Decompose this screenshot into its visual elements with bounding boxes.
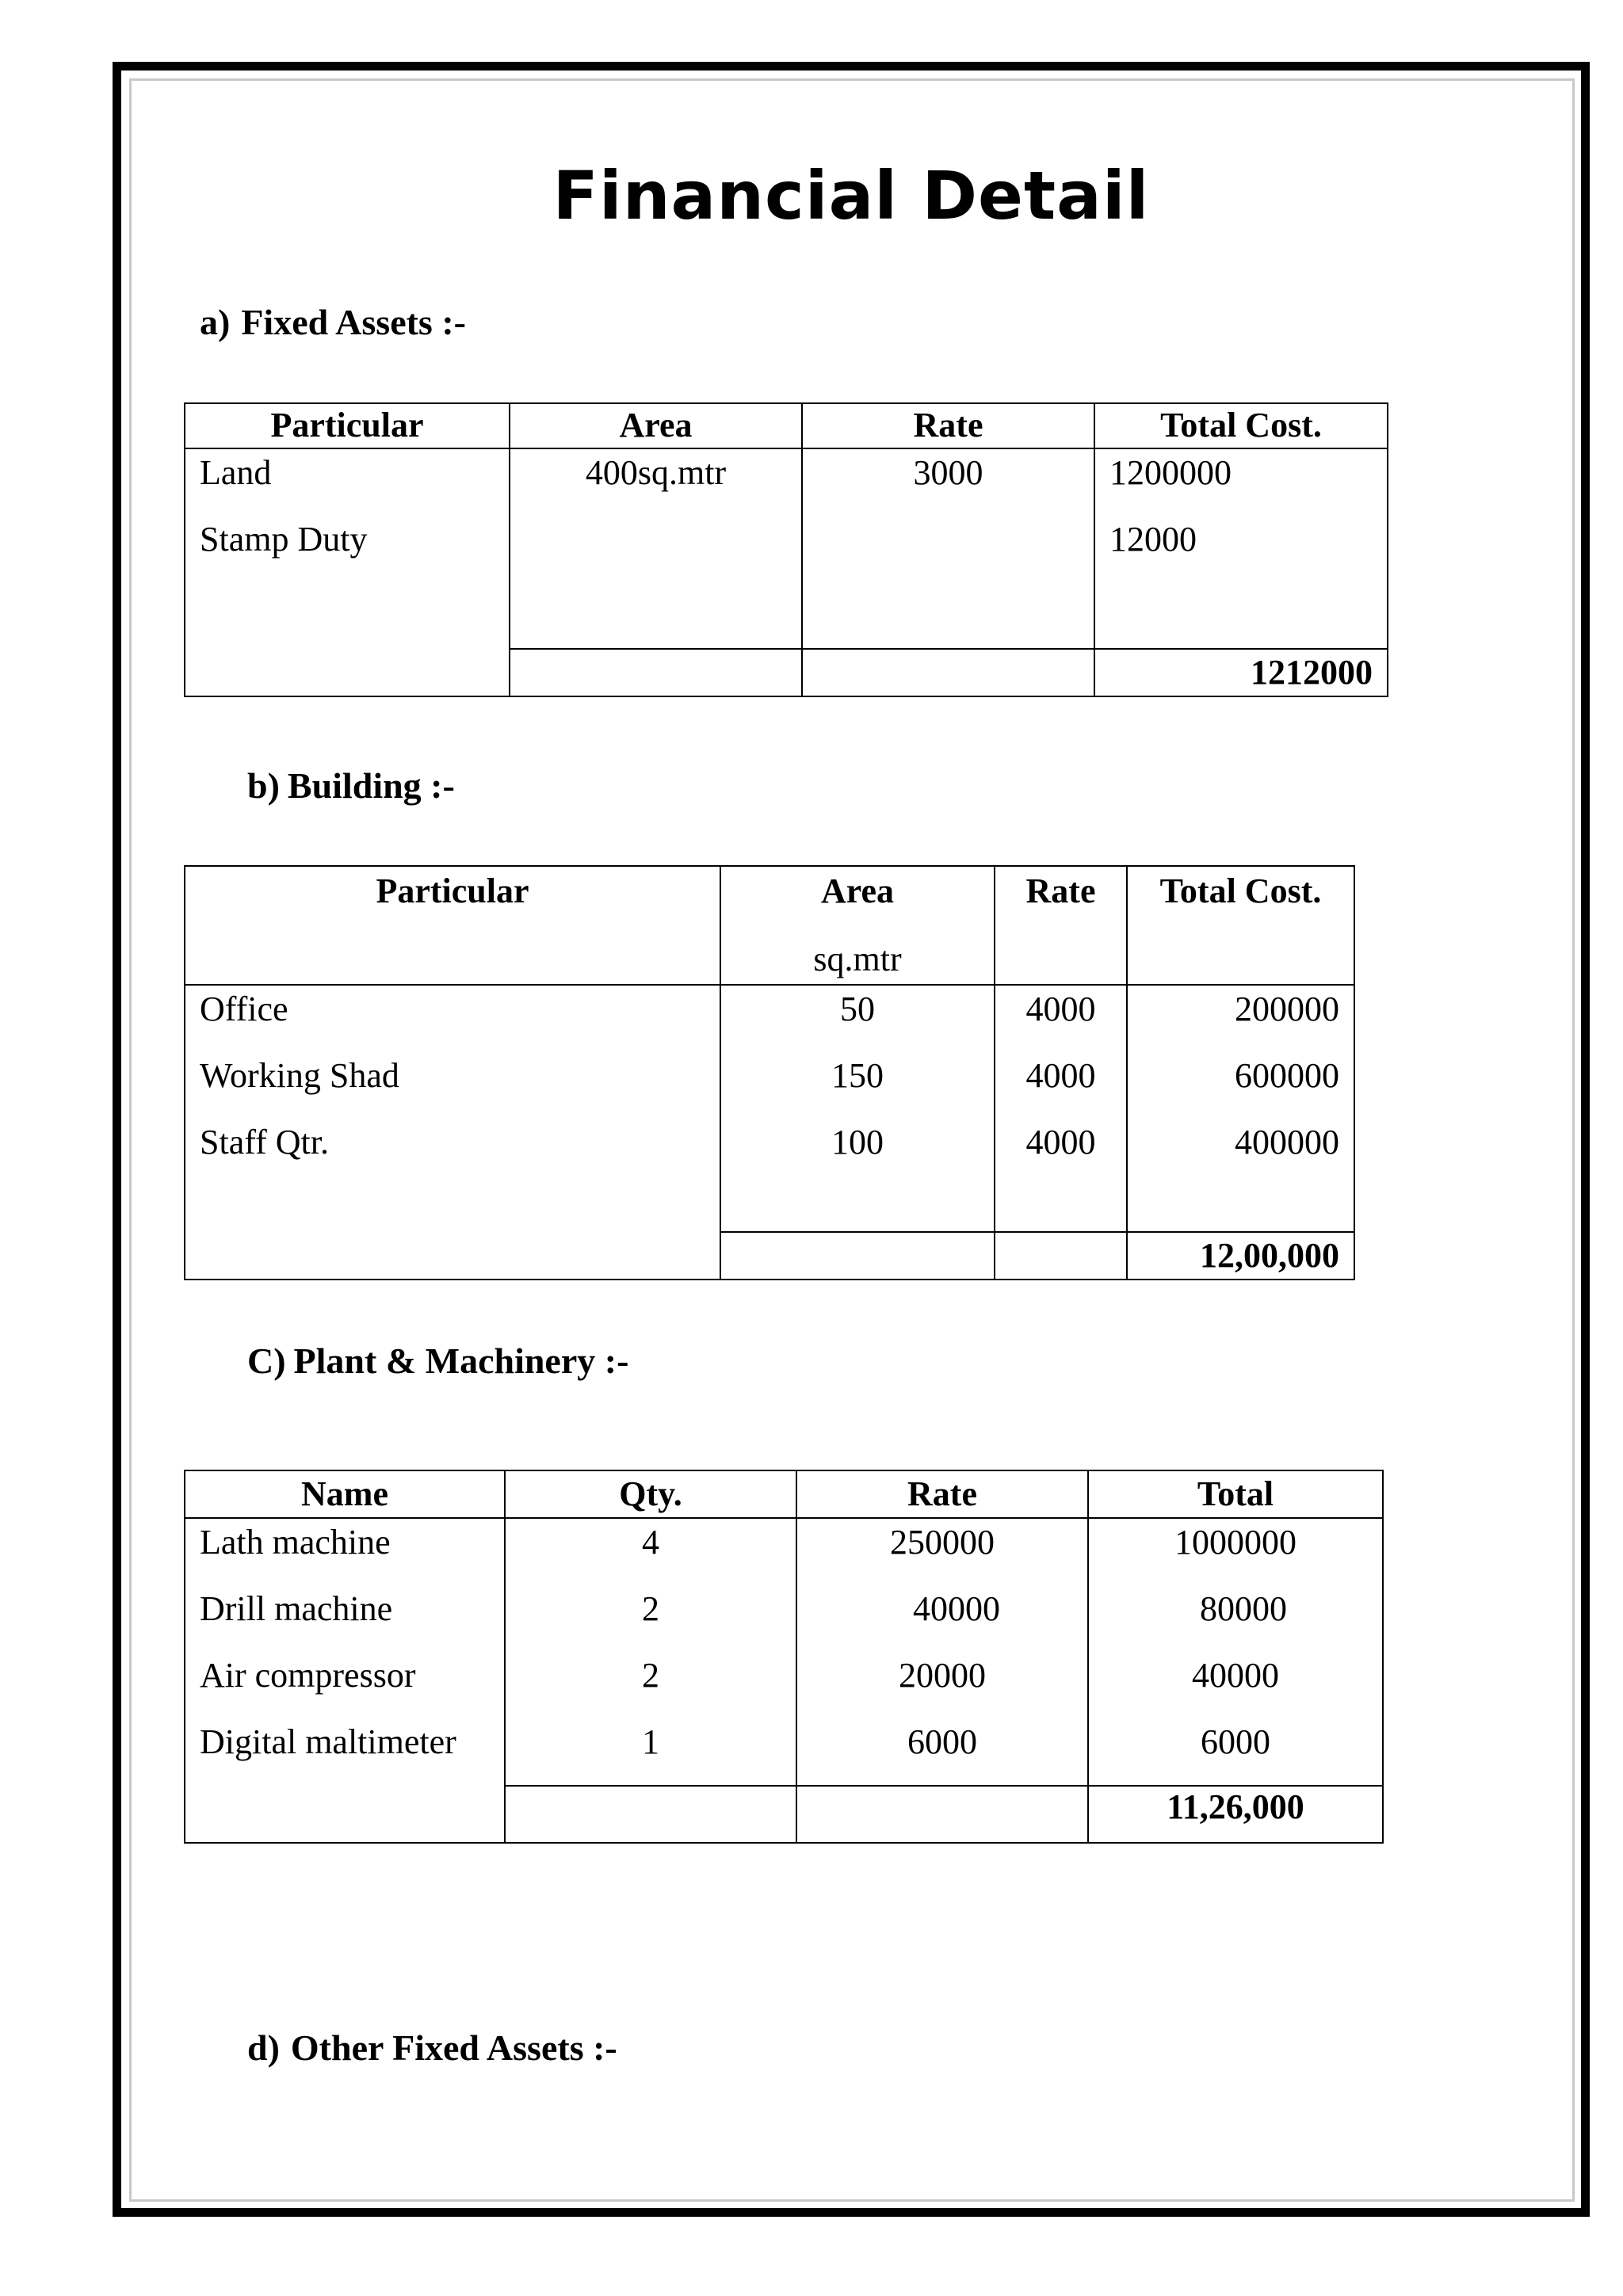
name-drill-machine: Drill machine bbox=[200, 1589, 393, 1628]
name-air-compressor: Air compressor bbox=[200, 1656, 416, 1695]
rate-drill-machine: 40000 bbox=[913, 1589, 1000, 1628]
qty-air-compressor: 2 bbox=[642, 1656, 659, 1695]
col-header: Qty. bbox=[505, 1470, 796, 1518]
fixed-assets-heading bbox=[200, 301, 466, 343]
empty-cell bbox=[995, 1232, 1127, 1280]
table-row bbox=[185, 985, 1354, 1232]
rate-lath-machine: 250000 bbox=[890, 1523, 995, 1562]
fixed-assets-label: a) bbox=[200, 302, 231, 342]
particular-staff-qtr: Staff Qtr. bbox=[200, 1123, 329, 1161]
rate-working-shad: 4000 bbox=[1025, 1056, 1096, 1095]
total-cell bbox=[1127, 985, 1354, 1232]
table-row bbox=[185, 1518, 1383, 1786]
total-drill-machine: 80000 bbox=[1200, 1589, 1287, 1628]
particular-cell bbox=[185, 448, 510, 696]
other-fixed-assets-title: Other Fixed Assets :- bbox=[290, 2027, 617, 2068]
total-staff-qtr: 400000 bbox=[1235, 1123, 1339, 1161]
col-header: Total Cost. bbox=[1127, 866, 1354, 985]
name-cell bbox=[185, 1518, 505, 1843]
rate-cell bbox=[802, 448, 1094, 649]
col-header: Name bbox=[185, 1470, 505, 1518]
col-header: Rate bbox=[796, 1470, 1088, 1518]
area-unit: sq.mtr bbox=[813, 940, 902, 978]
rate-cell bbox=[796, 1518, 1088, 1786]
plant-heading bbox=[247, 1340, 628, 1382]
area-staff-qtr: 100 bbox=[831, 1123, 884, 1161]
qty-cell bbox=[505, 1518, 796, 1786]
rate-stamp-duty bbox=[817, 516, 1079, 582]
particular-land: Land bbox=[200, 453, 272, 492]
col-header: Total Cost. bbox=[1094, 403, 1388, 448]
area-working-shad: 150 bbox=[831, 1056, 884, 1095]
empty-cell bbox=[802, 649, 1094, 696]
grand-total: 11,26,000 bbox=[1088, 1786, 1383, 1843]
total-air-compressor: 40000 bbox=[1192, 1656, 1279, 1695]
rate-office: 4000 bbox=[1025, 990, 1096, 1028]
other-fixed-assets-label: d) bbox=[247, 2027, 280, 2068]
plant-label: C) bbox=[247, 1341, 286, 1381]
rate-air-compressor: 20000 bbox=[899, 1656, 986, 1695]
col-header: Rate bbox=[995, 866, 1127, 985]
fixed-assets-table bbox=[184, 402, 1388, 697]
total-working-shad: 600000 bbox=[1235, 1056, 1339, 1095]
total-lath-machine: 1000000 bbox=[1174, 1523, 1296, 1562]
total-stamp-duty: 12000 bbox=[1109, 520, 1197, 559]
plant-title: Plant & Machinery :- bbox=[293, 1341, 629, 1381]
table-row bbox=[185, 448, 1388, 649]
area-land: 400sq.mtr bbox=[585, 453, 727, 492]
total-cell bbox=[1094, 448, 1388, 649]
empty-cell bbox=[796, 1786, 1088, 1843]
qty-lath-machine: 4 bbox=[642, 1523, 659, 1562]
building-label: b) bbox=[247, 765, 280, 806]
area-cell bbox=[720, 985, 995, 1232]
page-title: Financial Detail bbox=[552, 157, 1150, 235]
qty-drill-machine: 2 bbox=[642, 1589, 659, 1628]
area-header-label: Area bbox=[820, 871, 895, 910]
name-digital-maltimeter: Digital maltimeter bbox=[200, 1722, 456, 1761]
rate-staff-qtr: 4000 bbox=[1025, 1123, 1096, 1161]
total-office: 200000 bbox=[1235, 990, 1339, 1028]
total-land: 1200000 bbox=[1109, 453, 1232, 492]
col-header: Particular bbox=[185, 403, 510, 448]
area-stamp-duty bbox=[525, 516, 787, 582]
rate-cell bbox=[995, 985, 1127, 1232]
col-header: Particular bbox=[185, 866, 720, 985]
col-header: Area bbox=[510, 403, 802, 448]
table-header-row bbox=[185, 1470, 1383, 1518]
rate-land: 3000 bbox=[913, 453, 983, 492]
grand-total: 12,00,000 bbox=[1127, 1232, 1354, 1280]
area-office: 50 bbox=[840, 990, 875, 1028]
table-header-row bbox=[185, 866, 1354, 985]
particular-cell bbox=[185, 985, 720, 1280]
area-cell bbox=[510, 448, 802, 649]
table-header-row bbox=[185, 403, 1388, 448]
building-title: Building :- bbox=[287, 765, 455, 806]
col-header-area bbox=[720, 866, 995, 985]
fixed-assets-title: Fixed Assets :- bbox=[241, 302, 466, 342]
particular-office: Office bbox=[200, 990, 288, 1028]
col-header: Total bbox=[1088, 1470, 1383, 1518]
plant-table bbox=[184, 1470, 1384, 1844]
col-header: Rate bbox=[802, 403, 1094, 448]
building-table bbox=[184, 865, 1355, 1280]
empty-cell bbox=[505, 1786, 796, 1843]
other-fixed-assets-heading bbox=[247, 2027, 617, 2069]
qty-digital-maltimeter: 1 bbox=[642, 1722, 659, 1761]
particular-stamp-duty: Stamp Duty bbox=[200, 520, 368, 559]
rate-digital-maltimeter: 6000 bbox=[907, 1722, 977, 1761]
total-digital-maltimeter: 6000 bbox=[1201, 1722, 1270, 1761]
empty-cell bbox=[720, 1232, 995, 1280]
name-lath-machine: Lath machine bbox=[200, 1523, 391, 1562]
grand-total: 1212000 bbox=[1094, 649, 1388, 696]
total-cell bbox=[1088, 1518, 1383, 1786]
building-heading bbox=[247, 765, 455, 807]
empty-cell bbox=[510, 649, 802, 696]
particular-working-shad: Working Shad bbox=[200, 1056, 399, 1095]
